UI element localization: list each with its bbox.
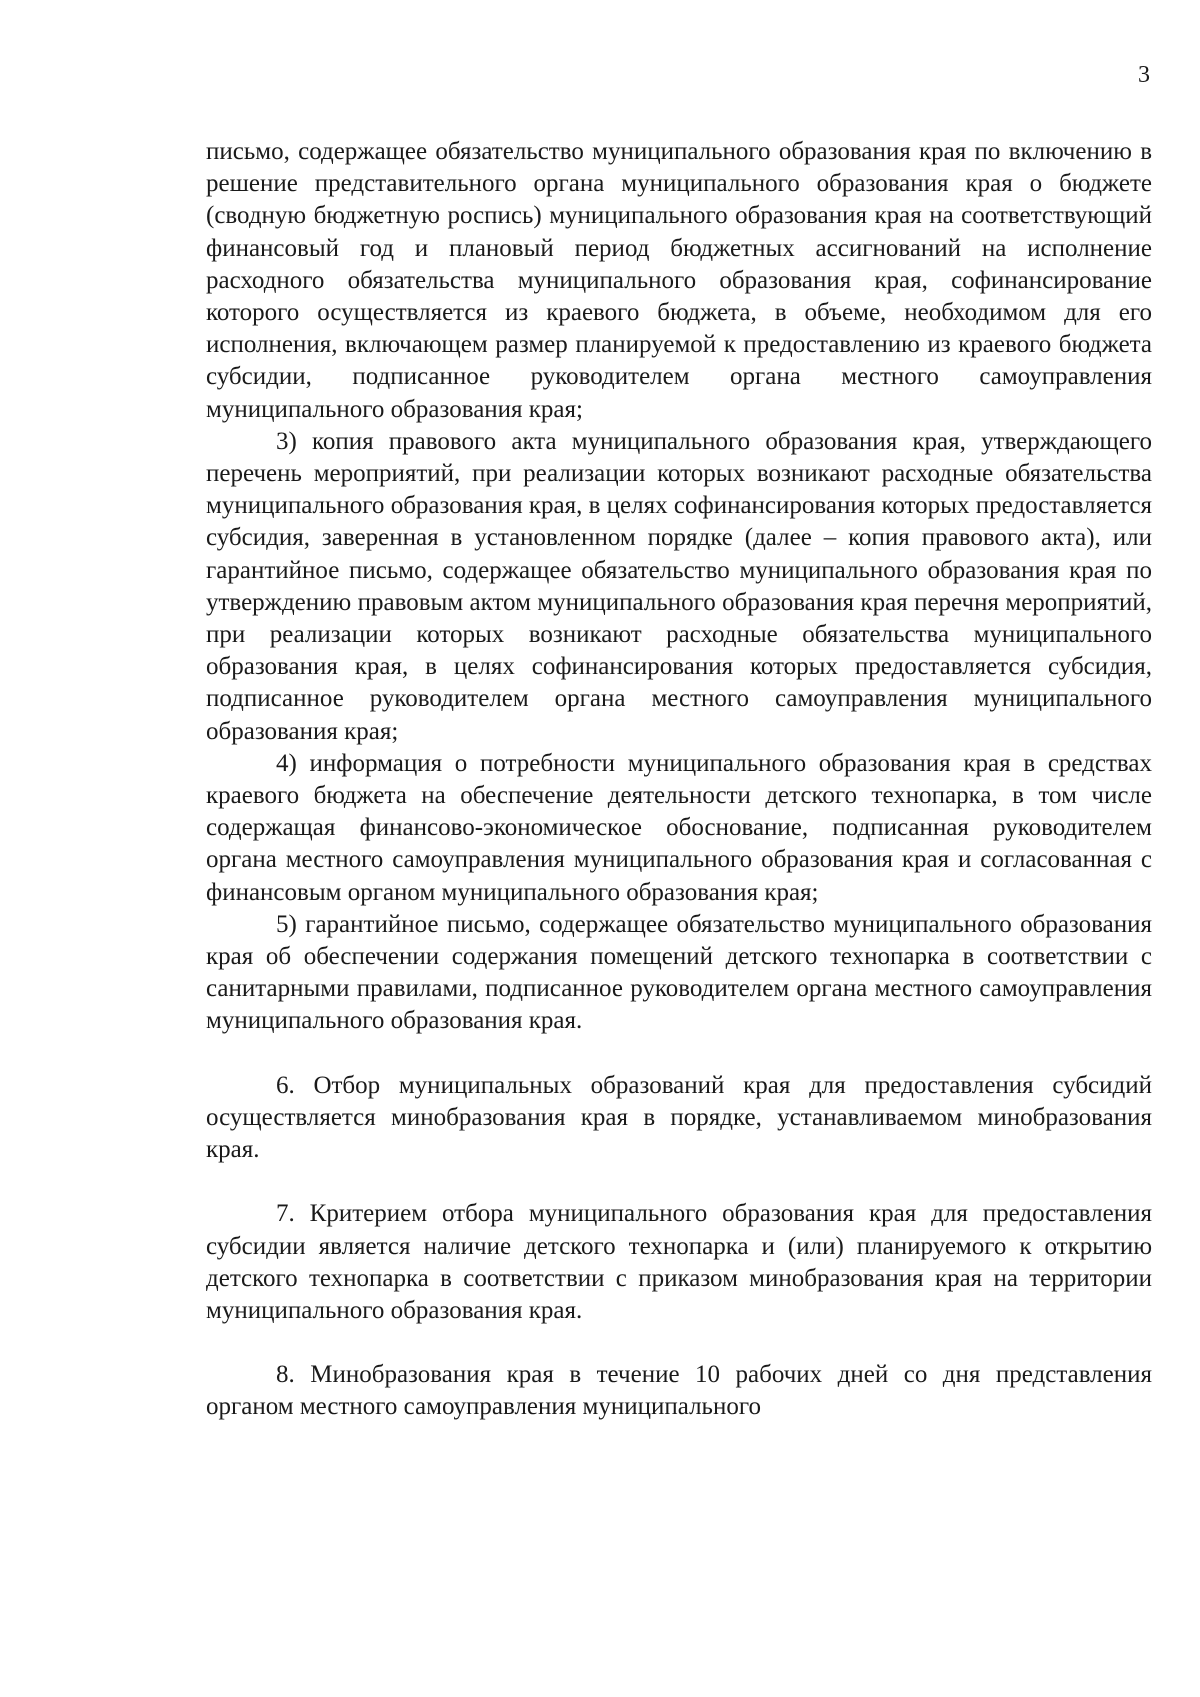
list-item-4: 4) информация о потребности муниципального образования края в средствах краевого бюджета на обеспечение деятельности детского технопарка, в том числе содержащая финансово-экономическое обоснование, подписанная руководителем органа местного самоуправления муниципального образования края и согласованная с финансовым органом муниципального образования края; [206, 749, 1152, 906]
paragraph-continuation: письмо, содержащее обязательство муниципального образования края по включению в решение представительного органа муниципального образования края о бюджете (сводную бюджетную роспись) муниципального образования края на соответствующий финансовый год и плановый период бюджетных ассигнований на исполнение расходного обязательства муниципального образования края, софинансирование которого осуществляется из краевого бюджета, в объеме, необходимом для его исполнения, включающем размер планируемой к предоставлению из краевого бюджета субсидии, подписанное руководителем органа местного самоуправления муниципального образования края; [206, 138, 1152, 423]
page-number: 3 [1138, 62, 1150, 88]
document-body [206, 136, 1152, 1424]
list-item-3: 3) копия правового акта муниципального образования края, утверждающего перечень мероприятий, при реализации которых возникают расходные обязательства муниципального образования края, в целях софинансирования которых предоставляется субсидия, заверенная в установленном порядке (далее – копия правового акта), или гарантийное письмо, содержащее обязательство муниципального образования края по утверждению правовым актом муниципального образования края перечня мероприятий, при реализации которых возникают расходные обязательства муниципального образования края, в целях софинансирования которых предоставляется субсидия, подписанное руководителем органа местного самоуправления муниципального образования края; [206, 427, 1152, 745]
section-8: 8. Минобразования края в течение 10 рабочих дней со дня представления органом местного самоуправления муниципального [206, 1361, 1152, 1421]
section-7: 7. Критерием отбора муниципального образования края для предоставления субсидии является наличие детского технопарка и (или) планируемого к открытию детского технопарка в соответствии с приказом минобразования края на территории муниципального образования края. [206, 1200, 1152, 1324]
list-item-5: 5) гарантийное письмо, содержащее обязательство муниципального образования края об обеспечении содержания помещений детского технопарка в соответствии с санитарными правилами, подписанное руководителем органа местного самоуправления муниципального образования края. [206, 910, 1152, 1035]
section-6: 6. Отбор муниципальных образований края для предоставления субсидий осуществляется минобразования края в порядке, устанавливаемом минобразования края. [206, 1071, 1152, 1164]
